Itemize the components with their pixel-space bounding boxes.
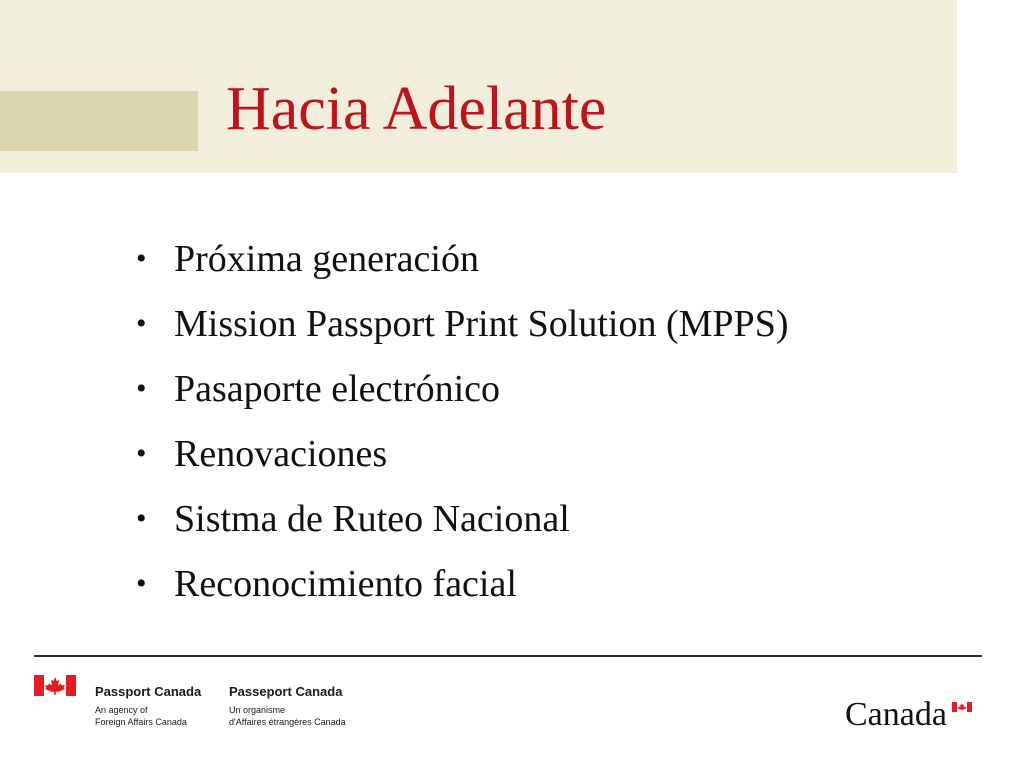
bullet-marker: •	[136, 567, 147, 600]
bullet-item	[136, 493, 788, 558]
bullet-text: Próxima generación	[174, 238, 479, 280]
bullet-text: Mission Passport Print Solution (MPPS)	[174, 303, 789, 345]
footer-agency-english	[95, 684, 201, 728]
bullet-text: Pasaporte electrónico	[174, 368, 501, 410]
bullet-list	[136, 233, 788, 623]
bullet-marker: •	[136, 437, 147, 470]
bullet-marker: •	[136, 502, 147, 535]
bullet-item	[136, 363, 788, 428]
wordmark-flag-icon	[952, 702, 972, 712]
bullet-item	[136, 233, 788, 298]
title-accent-bar	[0, 91, 198, 151]
canada-flag-icon	[34, 675, 76, 696]
bullet-text: Renovaciones	[174, 433, 388, 475]
bullet-marker: •	[136, 242, 147, 275]
slide-title: Hacia Adelante	[226, 75, 607, 143]
agency-name: Passport Canada	[95, 684, 202, 699]
agency-line-2: d'Affaires étrangères Canada	[229, 717, 346, 727]
bullet-marker: •	[136, 372, 147, 405]
bullet-item	[136, 428, 788, 493]
agency-line-2: Foreign Affairs Canada	[95, 717, 187, 727]
agency-line-1: An agency of	[95, 705, 148, 715]
footer-divider	[34, 655, 982, 657]
agency-name: Passeport Canada	[229, 684, 343, 699]
bullet-text: Reconocimiento facial	[174, 563, 517, 605]
bullet-item	[136, 558, 788, 623]
bullet-item	[136, 298, 788, 363]
agency-line-1: Un organisme	[229, 705, 286, 715]
canada-wordmark: Canada	[845, 696, 947, 733]
bullet-text: Sistma de Ruteo Nacional	[174, 498, 570, 540]
bullet-marker: •	[136, 307, 147, 340]
footer-agency-french	[229, 684, 346, 728]
